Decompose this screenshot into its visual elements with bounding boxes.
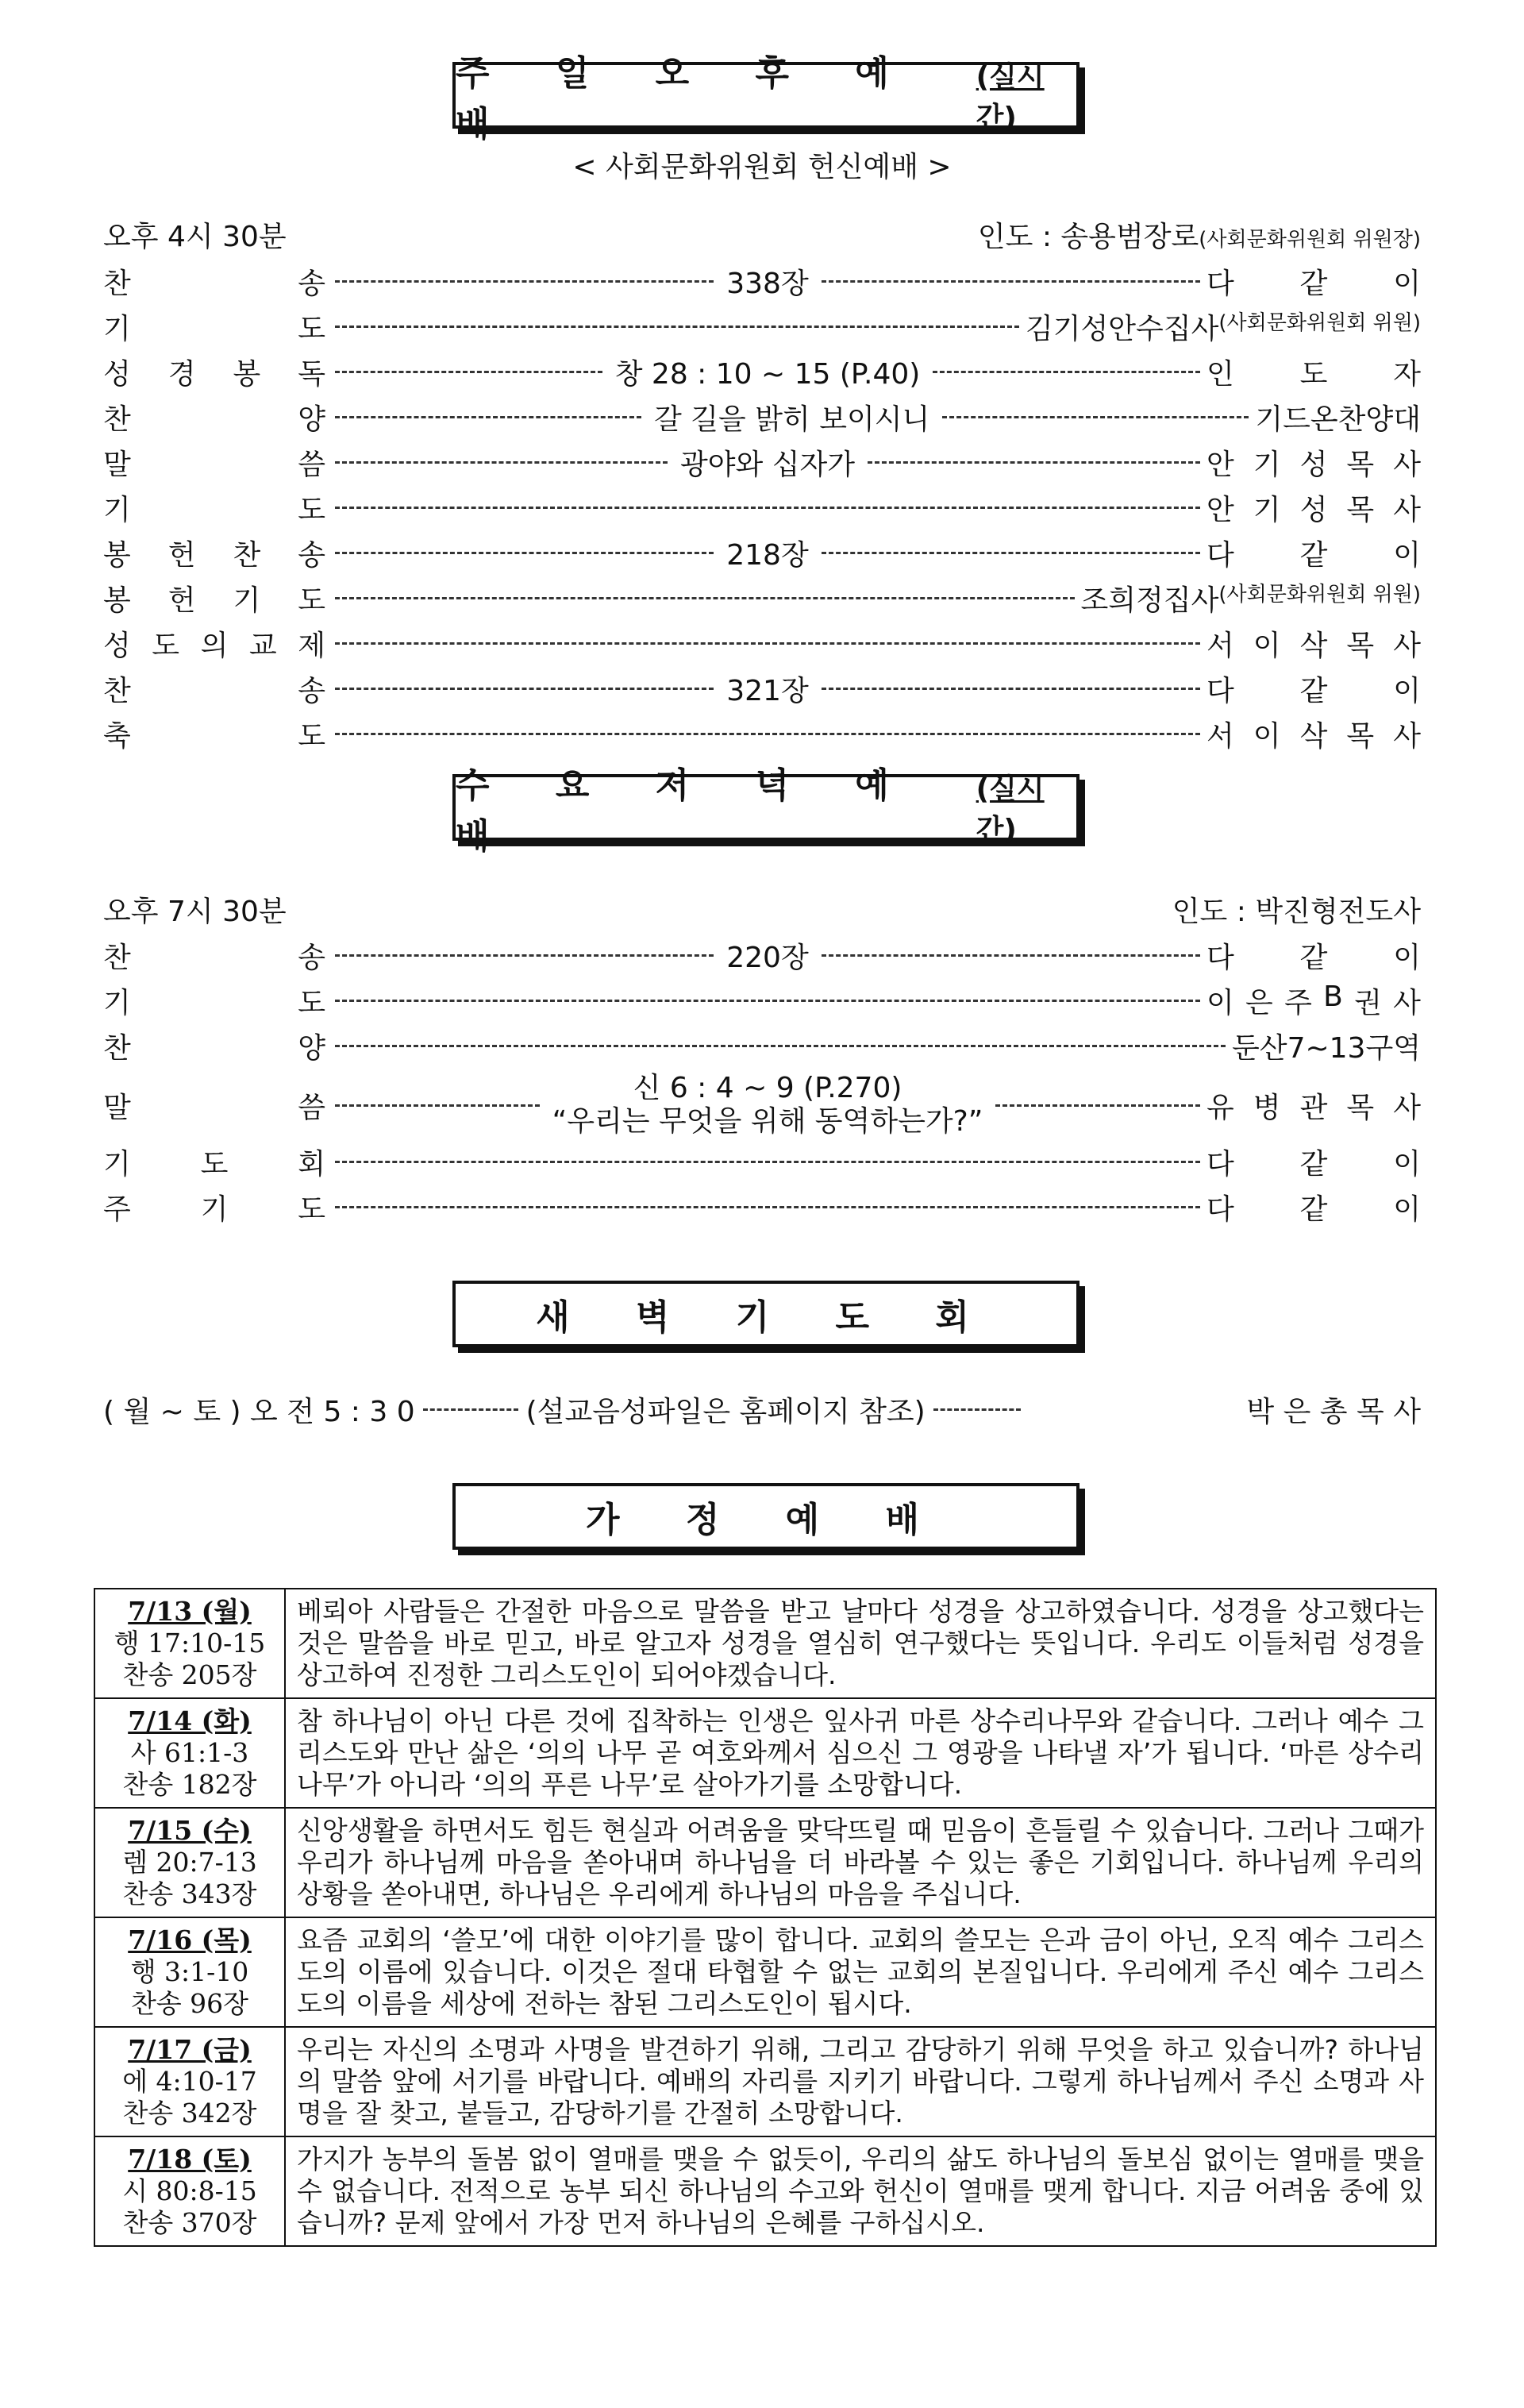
sunday-order-person-char: 서	[1206, 629, 1234, 662]
wednesday-order-person	[1206, 1142, 1421, 1182]
dash-line	[335, 371, 602, 373]
dash-line	[335, 416, 641, 418]
sunday-order-content: 338장	[726, 267, 809, 300]
home-worship-date-cell	[94, 1917, 285, 2027]
sunday-order-person-char: 목	[1346, 493, 1375, 526]
dawn-title-box	[452, 1281, 1080, 1347]
wednesday-order-leader	[335, 1072, 1200, 1139]
dash-line	[933, 371, 1200, 373]
wednesday-order-label-char: 기	[103, 986, 131, 1019]
home-worship-table	[94, 1588, 1437, 2247]
sunday-order-person	[1206, 487, 1421, 528]
wednesday-order-person-char: 권	[1354, 986, 1382, 1019]
wednesday-order-leader	[335, 1161, 1200, 1163]
sunday-order-row	[103, 350, 1421, 393]
home-worship-row	[94, 1698, 1436, 1808]
wednesday-order-label-char: 말	[103, 1091, 131, 1124]
wednesday-title: 수 요 저 녁 예 배	[456, 765, 916, 857]
dawn-leader-dash	[423, 1408, 518, 1411]
wednesday-order-label-char: 씀	[298, 1091, 325, 1124]
sunday-order-person	[1206, 533, 1421, 573]
wednesday-order-person	[1206, 1085, 1421, 1126]
devotional-text: 우리는 자신의 소명과 사명을 발견하기 위해, 그리고 감당하기 위해 무엇을 하고 있습니까? 하나님의 말씀 앞에 서기를 바랍니다. 예배의 자리를 지키기 바랍니다. 그렇게 하나님께서 주신 소명과 사명을 잘 찾고, 붙들고, 감당하기를 간절히 소망합니다.	[285, 2027, 1436, 2136]
sunday-order-person-char: 사	[1393, 629, 1421, 662]
sunday-order-label-char: 송	[298, 267, 325, 300]
sunday-order-person-note: (사회문화위원회 위원)	[1218, 582, 1421, 607]
sunday-order-person	[1206, 352, 1421, 392]
wednesday-order-label	[103, 1187, 325, 1227]
wednesday-order-label-char: 회	[298, 1147, 325, 1181]
hymn-number: 찬송 96장	[130, 1988, 249, 2019]
home-worship-date-cell	[94, 2027, 285, 2136]
sunday-order-person-char: 다	[1206, 674, 1234, 707]
sunday-order-label-char: 독	[298, 357, 325, 391]
sunday-order-person	[1206, 714, 1421, 754]
sunday-order-label-char: 도	[298, 493, 325, 526]
sunday-order-row	[103, 576, 1421, 619]
dash-line	[335, 1104, 540, 1107]
wednesday-order-person-char: 이	[1393, 941, 1421, 974]
scripture-reference: 렘 20:7-13	[122, 1847, 257, 1878]
sunday-order-label-char: 찬	[233, 538, 261, 572]
sunday-order-label-char: 헌	[167, 538, 196, 572]
dash-line	[335, 954, 714, 957]
dash-line	[335, 1206, 1200, 1208]
sunday-order-person-char: 기	[1253, 493, 1281, 526]
sunday-order-content: 218장	[726, 538, 809, 572]
wednesday-order-person-char: 사	[1393, 986, 1421, 1019]
wednesday-order-person-char: 병	[1253, 1091, 1281, 1124]
sunday-order-row	[103, 486, 1421, 529]
dawn-leader-dash-2	[933, 1408, 1021, 1411]
sunday-order-person-char: 안	[1206, 448, 1234, 481]
wednesday-order-label	[103, 1085, 325, 1126]
sunday-order-person-char: 사	[1393, 719, 1421, 753]
hymn-number: 찬송 343장	[122, 1878, 257, 1909]
sunday-order-leader	[335, 507, 1200, 509]
sunday-order-leader	[335, 261, 1200, 302]
wednesday-order-person-char: 유	[1206, 1091, 1234, 1124]
sunday-order-label-char: 축	[103, 719, 131, 753]
wednesday-order-leader	[335, 935, 1200, 976]
wednesday-order-label-char: 송	[298, 941, 325, 974]
dawn-person: 박 은 총 목 사	[1246, 1396, 1421, 1428]
sunday-order-label-char: 도	[298, 719, 325, 753]
wednesday-order-label	[103, 1026, 325, 1066]
sunday-order-label-char: 제	[298, 629, 325, 662]
sunday-order-row	[103, 441, 1421, 484]
sunday-order-person-name: 조희정집사	[1080, 584, 1219, 617]
wednesday-order-row	[103, 1185, 1421, 1228]
sunday-title: 주 일 오 후 예 배	[456, 53, 916, 144]
wednesday-order-person-name: 둔산7~13구역	[1232, 1031, 1421, 1065]
sunday-order-label-char: 도	[298, 312, 325, 345]
dash-line	[335, 326, 1019, 328]
wednesday-realtime-link[interactable]: (실시간)	[976, 773, 1045, 846]
sunday-order-person-char: 삭	[1299, 719, 1328, 753]
sunday-order-row	[103, 622, 1421, 665]
home-worship-date-cell	[94, 1808, 285, 1917]
sunday-order-person-char: 이	[1393, 267, 1421, 300]
home-worship-date-cell	[94, 2136, 285, 2246]
sunday-order-label	[103, 533, 325, 573]
wednesday-order-label	[103, 981, 325, 1021]
sunday-title-box	[452, 53, 1080, 144]
dash-line	[335, 552, 714, 554]
sermon-title: “우리는 무엇을 위해 동역하는가?”	[552, 1105, 983, 1138]
wednesday-order-leader	[335, 1206, 1200, 1208]
day-date: 7/17 (금)	[128, 2034, 252, 2065]
scripture-reference: 시 80:8-15	[122, 2175, 257, 2206]
sunday-order-label-char: 봉	[233, 357, 261, 391]
sunday-order-label-char: 기	[103, 312, 131, 345]
wednesday-order-label-char: 도	[298, 1192, 325, 1226]
sunday-order-row	[103, 305, 1421, 348]
dawn-info	[103, 1389, 1421, 1430]
sunday-order-content: 321장	[726, 674, 809, 707]
sunday-order-label-char: 봉	[103, 584, 131, 617]
dash-line	[822, 954, 1200, 957]
sunday-order-label	[103, 668, 325, 709]
scripture-reference: 사 61:1-3	[130, 1737, 249, 1768]
sunday-order-person-char: 같	[1299, 538, 1328, 572]
wednesday-order-person-char: 관	[1299, 1091, 1328, 1124]
sunday-order-label-char: 찬	[103, 267, 131, 300]
wednesday-order-person-char: 이	[1393, 1192, 1421, 1226]
sunday-time: 오후 4시 30분	[103, 221, 287, 253]
sunday-order-row	[103, 667, 1421, 710]
sunday-order-person	[1206, 623, 1421, 664]
sunday-realtime-link[interactable]: (실시간)	[976, 61, 1045, 134]
sunday-order-row	[103, 712, 1421, 755]
sunday-order-label-char: 말	[103, 448, 131, 481]
wednesday-order-row	[103, 934, 1421, 977]
dash-line	[822, 552, 1200, 554]
wednesday-order-person-char: 다	[1206, 941, 1234, 974]
home-worship-row	[94, 2027, 1436, 2136]
wednesday-order-row	[103, 1140, 1421, 1183]
sunday-order-label-char: 송	[298, 674, 325, 707]
dash-line	[335, 597, 1075, 599]
devotional-text: 참 하나님이 아닌 다른 것에 집착하는 인생은 잎사귀 마른 상수리나무와 같습니다. 그러나 예수 그리스도와 만난 삶은 ‘의의 나무 곧 여호와께서 심으신 그 영광을 나타낼 자’가 됩니다. ‘마른 상수리나무’가 아니라 ‘의의 푸른 나무’로 살아가기를 소망합니다.	[285, 1698, 1436, 1808]
dash-line	[335, 507, 1200, 509]
wednesday-order-person-char: 사	[1393, 1091, 1421, 1124]
wednesday-order-label-char: 찬	[103, 1031, 131, 1065]
sunday-order-person-char: 이	[1253, 629, 1281, 662]
dash-line	[335, 461, 668, 464]
wednesday-order-person	[1232, 1026, 1421, 1066]
sunday-order-person-char: 다	[1206, 267, 1234, 300]
sunday-order-leader	[335, 442, 1200, 483]
sunday-order-person-char: 성	[1299, 448, 1328, 481]
sunday-order-row	[103, 260, 1421, 302]
wednesday-order-leader	[335, 1045, 1226, 1047]
sunday-order-label	[103, 397, 325, 437]
wednesday-order-person-char: 주	[1284, 986, 1312, 1019]
devotional-text: 가지가 농부의 돌봄 없이 열매를 맺을 수 없듯이, 우리의 삶도 하나님의 돌보심 없이는 열매를 맺을 수 없습니다. 전적으로 농부 되신 하나님의 수고와 헌신이 열매를 맺게 합니다. 지금 어려움 중에 있습니까? 문제 앞에서 가장 먼저 하나님의 은혜를 구하십시오.	[285, 2136, 1436, 2246]
sunday-order-label-char: 헌	[167, 584, 196, 617]
dash-line	[942, 416, 1249, 418]
sunday-order-person-name: 김기성안수집사	[1025, 312, 1219, 345]
hymn-number: 찬송 370장	[122, 2207, 257, 2238]
sunday-order-leader	[335, 642, 1200, 645]
wednesday-order-person-char: 같	[1299, 941, 1328, 974]
sunday-subtitle: < 사회문화위원회 헌신예배 >	[572, 151, 952, 183]
sunday-order-label-char: 경	[167, 357, 196, 391]
sunday-order-person	[1026, 306, 1421, 347]
sunday-order-label-char: 송	[298, 538, 325, 572]
sunday-order-person-char: 자	[1393, 357, 1421, 391]
wednesday-order-label-char: 도	[200, 1147, 229, 1181]
wednesday-order-person-char: 은	[1245, 986, 1273, 1019]
sunday-order-person	[1255, 397, 1421, 437]
wednesday-order-person-char: 이	[1206, 986, 1234, 1019]
sunday-order-content: 창 28 : 10 ~ 15 (P.40)	[614, 357, 921, 391]
sunday-order-person-note: (사회문화위원회 위원)	[1218, 310, 1421, 335]
sunday-order-leader	[335, 326, 1019, 328]
sunday-order-person-char: 이	[1253, 719, 1281, 753]
sunday-order-content: 갈 길을 밝히 보이시니	[654, 403, 930, 436]
sunday-order-person-char: 이	[1393, 538, 1421, 572]
wednesday-order-person-char: 이	[1393, 1147, 1421, 1181]
dawn-time: ( 월 ~ 토 ) 오 전 5 : 3 0	[103, 1396, 415, 1428]
home-title-box	[452, 1483, 1080, 1550]
sunday-order-person-char: 안	[1206, 493, 1234, 526]
sunday-order-row	[103, 395, 1421, 438]
wednesday-order-label-char: 주	[103, 1192, 131, 1226]
sunday-order-person-char: 삭	[1299, 629, 1328, 662]
wednesday-order-person-char: 같	[1299, 1192, 1328, 1226]
wednesday-order-person-char: B	[1323, 980, 1343, 1013]
home-worship-date-cell	[94, 1589, 285, 1698]
wednesday-time: 오후 7시 30분	[103, 896, 287, 928]
dash-line	[335, 733, 1200, 735]
wednesday-order-row	[103, 1069, 1421, 1141]
scripture-reference: 행 3:1-10	[130, 1956, 249, 1987]
dash-line	[822, 280, 1200, 283]
sunday-order-label-char: 찬	[103, 403, 131, 436]
day-date: 7/15 (수)	[128, 1815, 252, 1846]
sunday-order-leader	[335, 397, 1249, 437]
dash-line	[335, 642, 1200, 645]
wednesday-order-person	[1206, 1187, 1421, 1227]
sunday-order-label	[103, 714, 325, 754]
wednesday-order-content	[540, 1072, 996, 1139]
sunday-order-label	[103, 487, 325, 528]
sunday-order-content: 광야와 십자가	[679, 448, 856, 481]
hymn-number: 찬송 342장	[122, 2098, 257, 2129]
sunday-order-person	[1206, 261, 1421, 302]
sunday-order-person-name: 기드온찬양대	[1255, 403, 1421, 436]
home-worship-row	[94, 1917, 1436, 2027]
sunday-order-person-char: 목	[1346, 629, 1375, 662]
wednesday-order-person-char: 다	[1206, 1192, 1234, 1226]
hymn-number: 찬송 205장	[122, 1659, 257, 1690]
wednesday-order-label-char: 기	[200, 1192, 229, 1226]
devotional-text: 요즘 교회의 ‘쓸모’에 대한 이야기를 많이 합니다. 교회의 쓸모는 은과 금이 아닌, 오직 예수 그리스도의 이름에 있습니다. 이것은 절대 타협할 수 없는 교회의 본질입니다. 우리에게 주신 예수 그리스도의 이름을 세상에 전하는 참된 그리스도인이 됩시다.	[285, 1917, 1436, 2027]
dawn-note: (설교음성파일은 홈페이지 참조)	[525, 1396, 926, 1428]
wednesday-order-person	[1206, 981, 1421, 1021]
wednesday-order-label-char: 양	[298, 1031, 325, 1065]
dash-line	[335, 1000, 1200, 1002]
sunday-order-person-char: 서	[1206, 719, 1234, 753]
sunday-info	[103, 214, 1421, 255]
sunday-order-person-char: 사	[1393, 493, 1421, 526]
wednesday-order-content: 220장	[726, 941, 809, 974]
wednesday-order-person	[1206, 935, 1421, 976]
sunday-order-label-char: 성	[103, 629, 131, 662]
dash-line	[335, 1161, 1200, 1163]
sunday-order-person-char: 같	[1299, 267, 1328, 300]
scripture-reference: 에 4:10-17	[122, 2066, 257, 2097]
wednesday-order-person-char: 같	[1299, 1147, 1328, 1181]
dash-line	[335, 1045, 1226, 1047]
home-title: 가 정 예 배	[586, 1500, 946, 1540]
sunday-order-person	[1206, 442, 1421, 483]
sunday-order-person	[1206, 668, 1421, 709]
sunday-order-label	[103, 352, 325, 392]
scripture-reference: 행 17:10-15	[114, 1628, 266, 1659]
sunday-order-label-char: 찬	[103, 674, 131, 707]
sermon-reference: 신 6 : 4 ~ 9 (P.270)	[633, 1072, 902, 1104]
sunday-order-person-char: 다	[1206, 538, 1234, 572]
sunday-order-label	[103, 623, 325, 664]
sunday-leader: 인도 : 송용범장로(사회문화위원회 위원장)	[977, 221, 1421, 253]
devotional-text: 베뢰아 사람들은 간절한 마음으로 말씀을 받고 날마다 성경을 상고하였습니다. 성경을 상고했다는 것은 말씀을 바로 믿고, 바로 알고자 성경을 열심히 연구했다는 뜻입니다. 우리도 이들처럼 성경을 상고하여 진정한 그리스도인이 되어야겠습니다.	[285, 1589, 1436, 1698]
home-worship-date-cell	[94, 1698, 285, 1808]
sunday-order-label	[103, 261, 325, 302]
wednesday-order-label-char: 찬	[103, 941, 131, 974]
wednesday-order-label	[103, 1142, 325, 1182]
sunday-order-row	[103, 531, 1421, 574]
dash-line	[995, 1104, 1200, 1107]
sunday-order-leader	[335, 733, 1200, 735]
sunday-order-label-char: 기	[233, 584, 261, 617]
wednesday-leader: 인도 : 박진형전도사	[1172, 896, 1421, 928]
sunday-order-person-char: 인	[1206, 357, 1234, 391]
sunday-order-label	[103, 578, 325, 618]
wednesday-order-person-char: 다	[1206, 1147, 1234, 1181]
sunday-order-label-char: 의	[200, 629, 229, 662]
sunday-order-person-char: 같	[1299, 674, 1328, 707]
sunday-order-person-char: 목	[1346, 448, 1375, 481]
day-date: 7/16 (목)	[128, 1924, 252, 1955]
home-worship-row	[94, 1589, 1436, 1698]
sunday-order-leader	[335, 533, 1200, 573]
dash-line	[868, 461, 1200, 464]
sunday-order-person-char: 성	[1299, 493, 1328, 526]
sunday-order-label	[103, 442, 325, 483]
dash-line	[822, 688, 1200, 690]
sunday-order-label-char: 씀	[298, 448, 325, 481]
wednesday-order-label	[103, 935, 325, 976]
day-date: 7/13 (월)	[128, 1596, 252, 1627]
home-worship-row	[94, 2136, 1436, 2246]
wednesday-order-row	[103, 1024, 1421, 1067]
wednesday-order-label-char: 도	[298, 986, 325, 1019]
sunday-order-label	[103, 306, 325, 347]
sunday-order-leader	[335, 352, 1200, 392]
wednesday-order-label-char: 기	[103, 1147, 131, 1181]
devotional-text: 신앙생활을 하면서도 힘든 현실과 어려움을 맞닥뜨릴 때 믿음이 흔들릴 수 있습니다. 그러나 그때가 우리가 하나님께 마음을 쏟아내며 하나님을 더 바라볼 수 있는 좋은 기회입니다. 하나님께 우리의 상황을 쏟아내면, 하나님은 우리에게 하나님의 마음을 주십니다.	[285, 1808, 1436, 1917]
sunday-order-label-char: 양	[298, 403, 325, 436]
sunday-order-label-char: 교	[248, 629, 277, 662]
wednesday-order-person-char: 목	[1346, 1091, 1375, 1124]
wednesday-info	[103, 889, 1421, 930]
sunday-order-label-char: 봉	[103, 538, 131, 572]
wednesday-order-row	[103, 979, 1421, 1022]
sunday-order-leader	[335, 668, 1200, 709]
sunday-order-person-char: 사	[1393, 448, 1421, 481]
day-date: 7/14 (화)	[128, 1705, 252, 1736]
dash-line	[335, 688, 714, 690]
wednesday-title-box	[452, 765, 1080, 857]
sunday-order-person-char: 목	[1346, 719, 1375, 753]
sunday-order-label-char: 도	[152, 629, 180, 662]
dawn-title: 새 벽 기 도 회	[536, 1297, 996, 1338]
sunday-order-label-char: 성	[103, 357, 131, 391]
sunday-order-person-char: 기	[1253, 448, 1281, 481]
day-date: 7/18 (토)	[128, 2144, 252, 2175]
wednesday-order-leader	[335, 1000, 1200, 1002]
sunday-order-person	[1081, 578, 1422, 618]
sunday-order-label-char: 도	[298, 584, 325, 617]
hymn-number: 찬송 182장	[122, 1769, 257, 1800]
sunday-order-person-char: 도	[1299, 357, 1328, 391]
home-worship-row	[94, 1808, 1436, 1917]
dash-line	[335, 280, 714, 283]
sunday-order-person-char: 이	[1393, 674, 1421, 707]
sunday-order-leader	[335, 597, 1075, 599]
sunday-order-label-char: 기	[103, 493, 131, 526]
